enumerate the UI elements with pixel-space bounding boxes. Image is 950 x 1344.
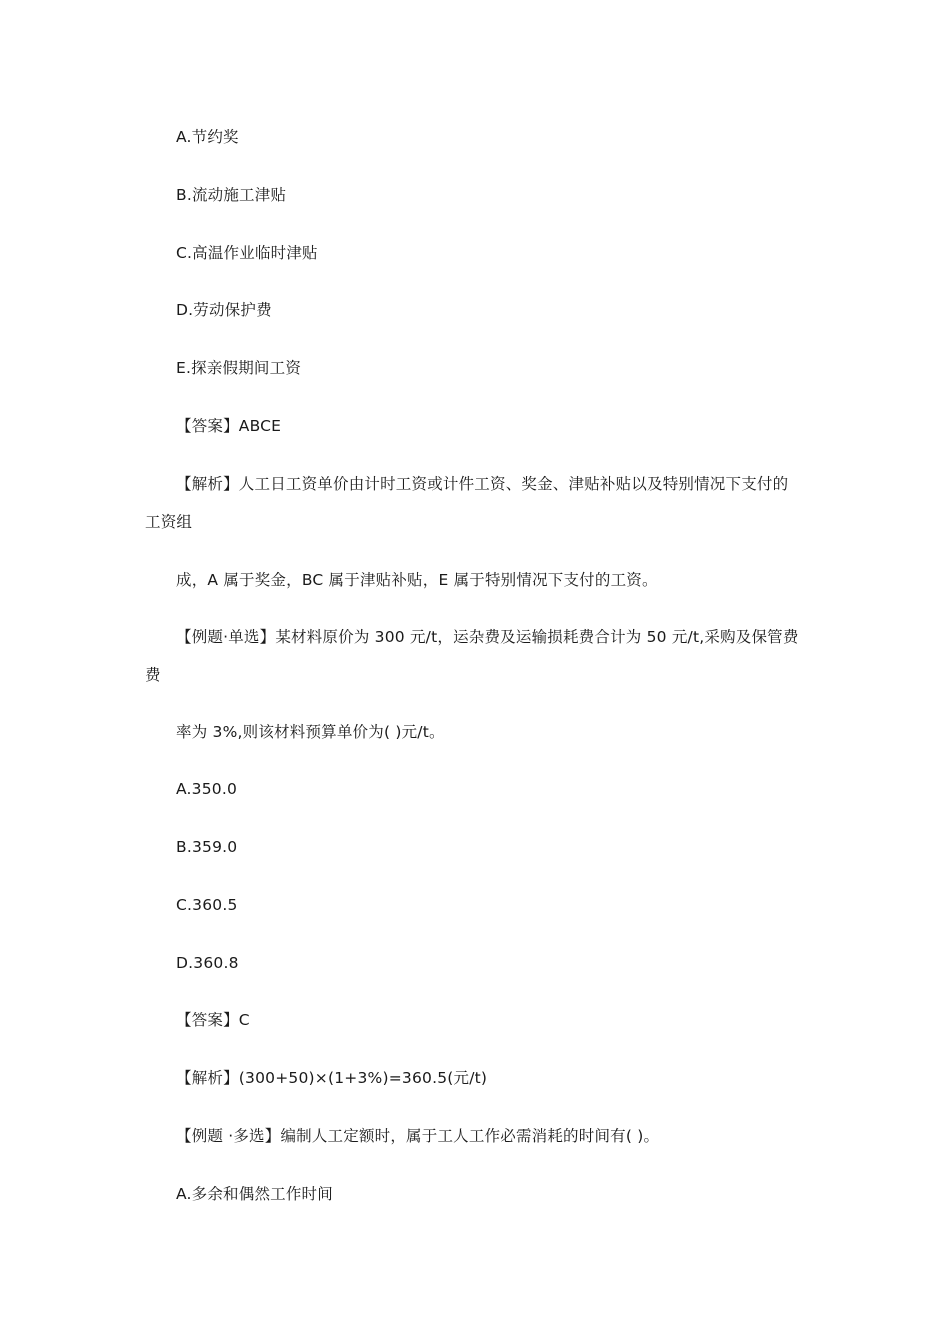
analysis-line: 【解析】人工日工资单价由计时工资或计件工资、奖金、津贴补贴以及特别情况下支付的 — [176, 475, 789, 493]
option-a-line: A.多余和偶然工作时间 — [176, 1185, 333, 1203]
option-a-line: A.350.0 — [176, 780, 238, 798]
option-e-line: E.探亲假期间工资 — [176, 359, 302, 377]
analysis-continuation-line: 工资组 — [145, 513, 193, 531]
option-d-line: D.劳动保护费 — [176, 301, 272, 319]
option-c-line: C.360.5 — [176, 896, 238, 914]
option-b-line: B.流动施工津贴 — [176, 186, 287, 204]
option-b-line: B.359.0 — [176, 838, 238, 856]
analysis-continuation-line: 成，A 属于奖金，BC 属于津贴补贴，E 属于特别情况下支付的工资。 — [176, 571, 658, 589]
question-continuation-line: 率为 3%,则该材料预算单价为( )元/t。 — [176, 723, 445, 741]
question-line: 【例题 ·多选】编制人工定额时，属于工人工作必需消耗的时间有( )。 — [176, 1127, 660, 1145]
option-a-line: A.节约奖 — [176, 128, 239, 146]
option-d-line: D.360.8 — [176, 954, 239, 972]
question-line: 【例题·单选】某材料原价为 300 元/t，运杂费及运输损耗费合计为 50 元/t,采购及保管费 — [176, 628, 799, 646]
question-continuation-line: 费 — [145, 666, 161, 684]
answer-line: 【答案】C — [176, 1011, 250, 1029]
option-c-line: C.高温作业临时津贴 — [176, 244, 318, 262]
answer-line: 【答案】ABCE — [176, 417, 282, 435]
analysis-line: 【解析】(300+50)×(1+3%)=360.5(元/t) — [176, 1069, 488, 1087]
